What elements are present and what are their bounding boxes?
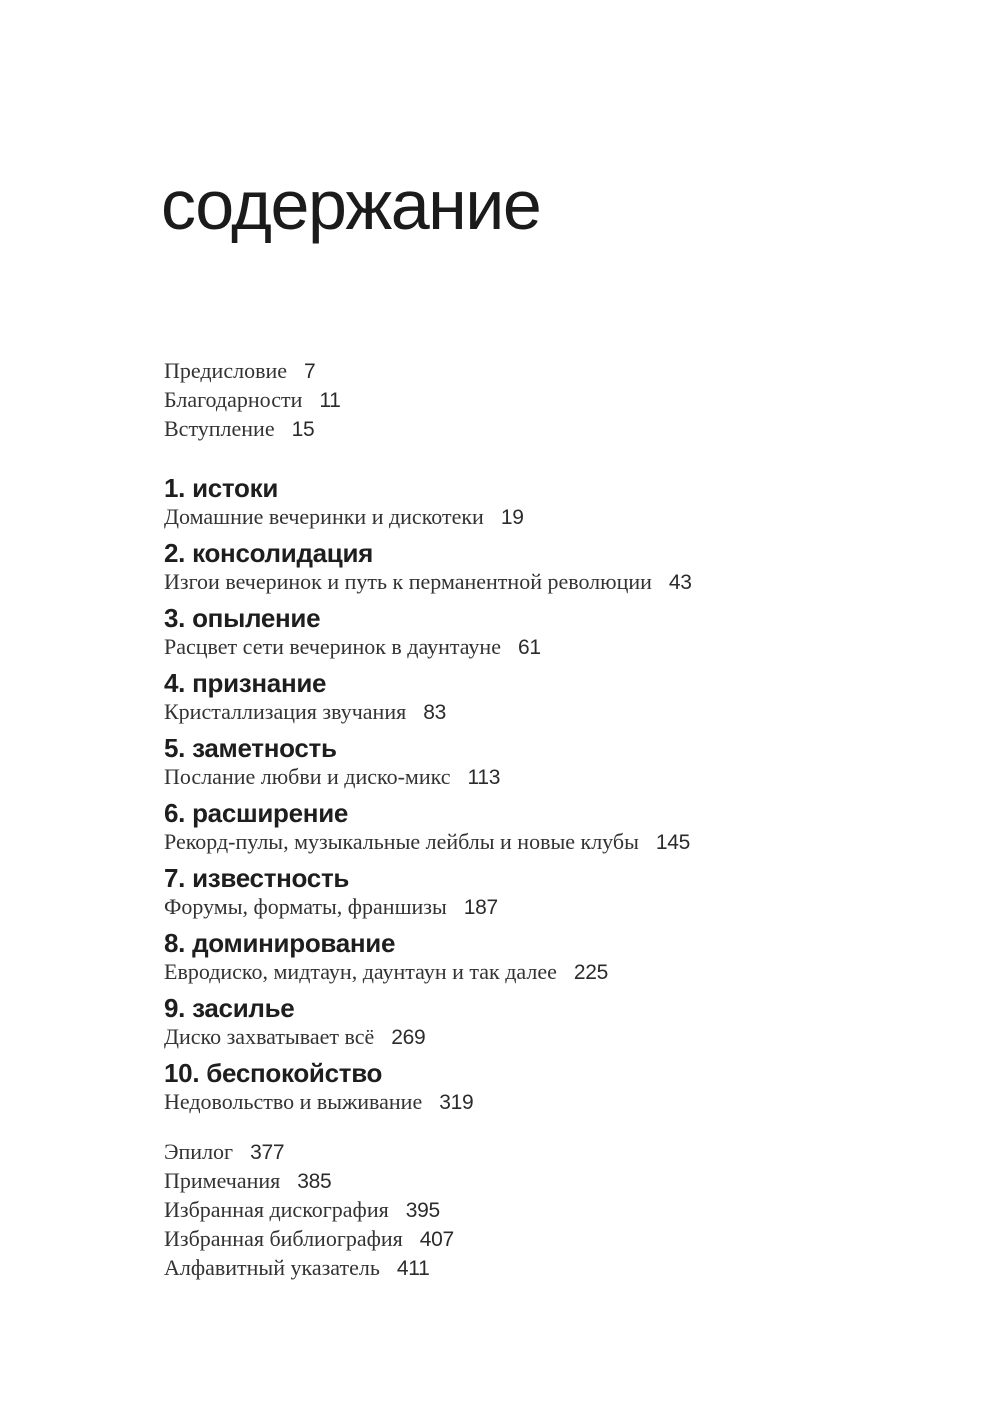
chapter-number: 5. (164, 733, 186, 763)
chapter-title: беспокойство (206, 1058, 383, 1088)
chapter-title: засилье (192, 993, 295, 1023)
chapter-number: 1. (164, 473, 186, 503)
page-title: содержание (161, 166, 541, 244)
chapter-number: 8. (164, 928, 186, 958)
chapter-number: 10. (164, 1058, 200, 1088)
toc-entry-acknowledgements (164, 386, 924, 415)
chapter-subtitle-line (164, 568, 924, 597)
back-matter-list (164, 1138, 924, 1283)
chapter-subtitle: Расцвет сети вечеринок в даунтауне (164, 634, 501, 659)
chapter-entry-2 (164, 538, 924, 597)
entry-page-number: 407 (419, 1228, 454, 1251)
chapter-entry-10 (164, 1058, 924, 1117)
entry-page-number: 15 (291, 418, 315, 441)
toc-entry-notes (164, 1167, 924, 1196)
toc-entry-preface (164, 357, 924, 386)
chapter-entry-9 (164, 993, 924, 1052)
entry-page-number: 411 (396, 1257, 430, 1280)
chapter-page-number: 319 (439, 1091, 474, 1114)
chapter-page-number: 145 (655, 831, 691, 854)
chapter-title: доминирование (192, 928, 396, 958)
chapter-number: 6. (164, 798, 186, 828)
entry-page-number: 395 (405, 1199, 440, 1222)
entry-page-number: 11 (319, 389, 341, 412)
toc-entry-discography (164, 1196, 924, 1225)
chapter-number: 2. (164, 538, 186, 568)
toc-entry-introduction (164, 415, 924, 444)
chapter-entry-4 (164, 668, 924, 727)
chapter-page-number: 187 (463, 896, 498, 919)
entry-label: Примечания (164, 1168, 281, 1193)
chapter-page-number: 225 (573, 961, 609, 984)
chapter-number: 7. (164, 863, 186, 893)
chapter-subtitle: Недовольство и выживание (164, 1089, 423, 1114)
chapter-title: консолидация (192, 538, 374, 568)
toc-entry-index (164, 1254, 924, 1283)
chapter-page-number: 19 (500, 506, 524, 529)
chapter-subtitle: Форумы, форматы, франшизы (164, 894, 447, 919)
chapter-heading (164, 733, 924, 763)
chapter-heading (164, 863, 924, 893)
chapter-heading (164, 1058, 924, 1088)
chapter-number: 9. (164, 993, 186, 1023)
entry-label: Избранная библиография (164, 1226, 403, 1251)
chapter-list (164, 473, 924, 1117)
entry-label: Благодарности (164, 387, 303, 412)
chapter-entry-5 (164, 733, 924, 792)
entry-page-number: 377 (250, 1141, 285, 1164)
chapter-subtitle-line (164, 698, 924, 727)
chapter-heading (164, 538, 924, 568)
chapter-subtitle: Диско захватывает всё (164, 1024, 375, 1049)
chapter-subtitle-line (164, 633, 924, 662)
chapter-page-number: 269 (391, 1026, 426, 1049)
chapter-title: расширение (192, 798, 349, 828)
chapter-heading (164, 603, 924, 633)
chapter-entry-8 (164, 928, 924, 987)
entry-page-number: 7 (304, 360, 316, 383)
chapter-page-number: 113 (467, 766, 501, 789)
chapter-entry-1 (164, 473, 924, 532)
chapter-page-number: 43 (668, 571, 692, 594)
toc-entry-bibliography (164, 1225, 924, 1254)
entry-label: Алфавитный указатель (164, 1255, 380, 1280)
chapter-heading (164, 473, 924, 503)
front-matter-list (164, 357, 924, 444)
chapter-subtitle-line (164, 828, 924, 857)
chapter-heading (164, 928, 924, 958)
entry-label: Вступление (164, 416, 275, 441)
entry-label: Избранная дискография (164, 1197, 389, 1222)
chapter-number: 4. (164, 668, 186, 698)
chapter-subtitle: Домашние вечеринки и дискотеки (164, 504, 484, 529)
entry-page-number: 385 (297, 1170, 332, 1193)
chapter-subtitle: Евродиско, мидтаун, даунтаун и так далее (164, 959, 557, 984)
chapter-title: признание (192, 668, 327, 698)
entry-label: Эпилог (164, 1139, 234, 1164)
chapter-subtitle: Кристаллизация звучания (164, 699, 407, 724)
chapter-subtitle-line (164, 1088, 924, 1117)
chapter-subtitle-line (164, 958, 924, 987)
chapter-title: известность (192, 863, 350, 893)
chapter-heading (164, 798, 924, 828)
chapter-heading (164, 993, 924, 1023)
chapter-subtitle-line (164, 1023, 924, 1052)
chapter-subtitle-line (164, 503, 924, 532)
chapter-page-number: 61 (517, 636, 541, 659)
chapter-heading (164, 668, 924, 698)
chapter-title: опыление (192, 603, 321, 633)
chapter-page-number: 83 (423, 701, 446, 724)
chapter-entry-3 (164, 603, 924, 662)
chapter-title: заметность (192, 733, 337, 763)
chapter-subtitle: Послание любви и диско-микс (164, 764, 451, 789)
toc-entry-epilogue (164, 1138, 924, 1167)
chapter-entry-7 (164, 863, 924, 922)
chapter-subtitle: Рекорд-пулы, музыкальные лейблы и новые клубы (164, 829, 639, 854)
chapter-subtitle: Изгои вечеринок и путь к перманентной революции (164, 569, 652, 594)
chapter-subtitle-line (164, 893, 924, 922)
entry-label: Предисловие (164, 358, 287, 383)
chapter-subtitle-line (164, 763, 924, 792)
chapter-entry-6 (164, 798, 924, 857)
chapter-title: истоки (192, 473, 279, 503)
chapter-number: 3. (164, 603, 186, 633)
